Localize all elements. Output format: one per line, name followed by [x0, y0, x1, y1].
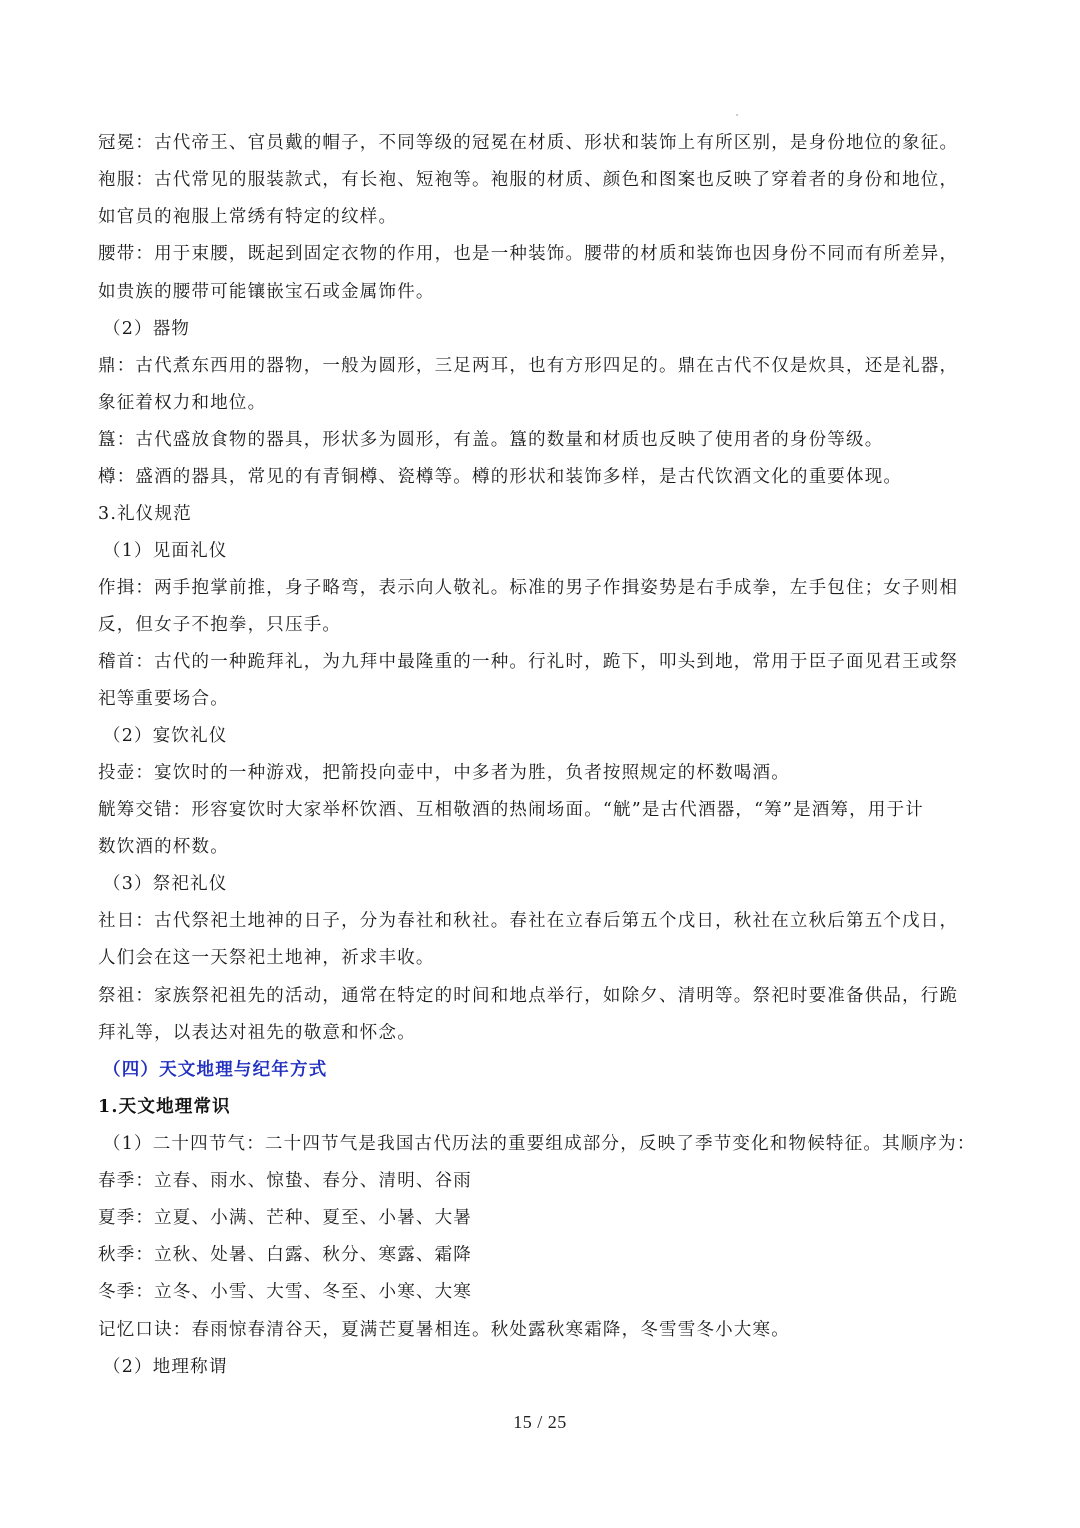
paragraph-zun: 樽：盛酒的器具，常见的有青铜樽、瓷樽等。樽的形状和装饰多样，是古代饮酒文化的重要体现。 — [98, 467, 903, 487]
heading-tianwen-dili-changshi: 1.天文地理常识 — [98, 1097, 231, 1117]
paragraph-zuoyi: 作揖：两手抱掌前推，身子略弯，表示向人敬礼。标准的男子作揖姿势是右手成拳，左手包住；女子则相 — [98, 578, 959, 598]
paragraph-paofu: 袍服：古代常见的服装款式，有长袍、短袍等。袍服的材质、颜色和图案也反映了穿着者的身份和地位， — [98, 170, 959, 190]
heading-liyi-guifan: 3.礼仪规范 — [98, 504, 192, 524]
subheading-jisi-liyi: （3）祭祀礼仪 — [103, 874, 228, 894]
paragraph-gongchou-cont: 数饮酒的杯数。 — [98, 837, 229, 857]
list-item-winter: 冬季：立冬、小雪、大雪、冬至、小寒、大寒 — [98, 1282, 472, 1302]
scan-speck — [736, 114, 738, 116]
paragraph-qishou-cont: 祀等重要场合。 — [98, 689, 229, 709]
paragraph-ershisi-jieqi: （1）二十四节气：二十四节气是我国古代历法的重要组成部分，反映了季节变化和物候特征。其顺序为： — [103, 1134, 976, 1154]
subheading-yanyin-liyi: （2）宴饮礼仪 — [103, 726, 228, 746]
paragraph-jizu: 祭祖：家族祭祀祖先的活动，通常在特定的时间和地点举行，如除夕、清明等。祭祀时要准备供品，行跪 — [98, 986, 959, 1006]
paragraph-yaodai: 腰带：用于束腰，既起到固定衣物的作用，也是一种装饰。腰带的材质和装饰也因身份不同而有所差异， — [98, 244, 959, 264]
paragraph-sheri-cont: 人们会在这一天祭祀土地神，祈求丰收。 — [98, 948, 435, 968]
subheading-qiwu: （2）器物 — [103, 319, 191, 339]
list-item-autumn: 秋季：立秋、处暑、白露、秋分、寒露、霜降 — [98, 1245, 472, 1265]
list-item-summer: 夏季：立夏、小满、芒种、夏至、小暑、大暑 — [98, 1208, 472, 1228]
paragraph-zuoyi-cont: 反，但女子不抱拳，只压手。 — [98, 615, 342, 635]
list-item-spring: 春季：立春、雨水、惊蛰、春分、清明、谷雨 — [98, 1171, 472, 1191]
paragraph-sheri: 社日：古代祭祀土地神的日子，分为春社和秋社。春社在立春后第五个戊日，秋社在立秋后第五个戊日， — [98, 911, 959, 931]
subheading-dili-chengwei: （2）地理称谓 — [103, 1357, 228, 1377]
paragraph-gui: 簋：古代盛放食物的器具，形状多为圆形，有盖。簋的数量和材质也反映了使用者的身份等级。 — [98, 430, 884, 450]
paragraph-gongchou: 觥筹交错：形容宴饮时大家举杯饮酒、互相敬酒的热闹场面。“觥”是古代酒器，“筹”是酒筹，用于计 — [98, 800, 924, 820]
paragraph-qishou: 稽首：古代的一种跪拜礼，为九拜中最隆重的一种。行礼时，跪下，叩头到地，常用于臣子面见君王或祭 — [98, 652, 959, 672]
paragraph-mnemonic: 记忆口诀：春雨惊春清谷天，夏满芒夏暑相连。秋处露秋寒霜降，冬雪雪冬小大寒。 — [98, 1320, 790, 1340]
subheading-jianmian-liyi: （1）见面礼仪 — [103, 541, 228, 561]
paragraph-jizu-cont: 拜礼等，以表达对祖先的敬意和怀念。 — [98, 1023, 416, 1043]
page-number: 15 / 25 — [513, 1412, 567, 1432]
paragraph-paofu-cont: 如官员的袍服上常绣有特定的纹样。 — [98, 207, 398, 227]
paragraph-ding: 鼎：古代煮东西用的器物，一般为圆形，三足两耳，也有方形四足的。鼎在古代不仅是炊具，还是礼器， — [98, 356, 959, 376]
paragraph-guanmian: 冠冕：古代帝王、官员戴的帽子，不同等级的冠冕在材质、形状和装饰上有所区别，是身份地位的象征。 — [98, 133, 959, 153]
paragraph-yaodai-cont: 如贵族的腰带可能镶嵌宝石或金属饰件。 — [98, 282, 435, 302]
paragraph-ding-cont: 象征着权力和地位。 — [98, 393, 267, 413]
section-heading-tianwen-dili: （四）天文地理与纪年方式 — [103, 1060, 328, 1080]
paragraph-touhu: 投壶：宴饮时的一种游戏，把箭投向壶中，中多者为胜，负者按照规定的杯数喝酒。 — [98, 763, 790, 783]
